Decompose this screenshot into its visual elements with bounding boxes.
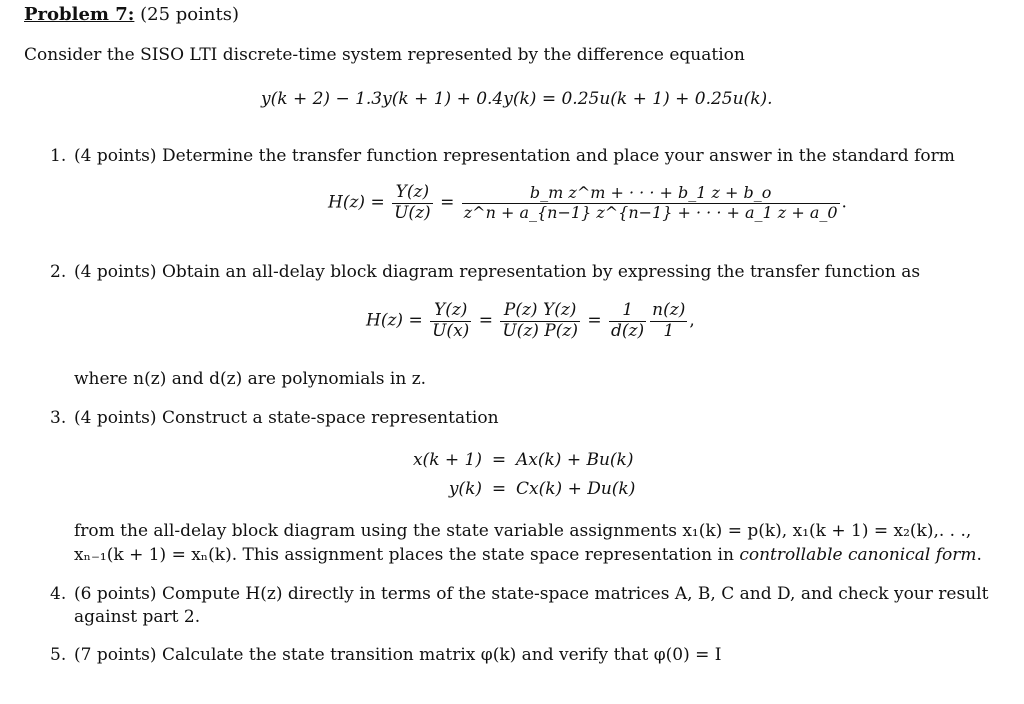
fraction-numerator: 1 (622, 300, 634, 320)
item-4-text-line2: against part 2. (74, 607, 201, 627)
equation-row (385, 479, 635, 499)
item-number: 4. (50, 584, 67, 604)
item-3-after-line2-b: . (976, 545, 982, 565)
fraction-numerator: Y(z) (395, 182, 430, 202)
item-3-after-line1: from the all-delay block diagram using the state variable assignments x₁(k) = p(k), x₁(k + 1) = x₂(k),. . ., (74, 521, 972, 541)
problem-header (24, 5, 239, 26)
problem-title: Problem 7: (24, 4, 135, 25)
fraction-denominator: 1 (650, 321, 687, 342)
eq-row-lhs: y(k) (448, 479, 482, 499)
intro-text: Consider the SISO LTI discrete-time system represented by the difference equation (24, 45, 745, 65)
eq-row-mid: = (491, 479, 507, 499)
fraction-denominator: U(z) (394, 202, 431, 223)
item-4-text-line1: (6 points) Compute H(z) directly in terms of the state-space matrices A, B, C and D, and check your result (74, 584, 989, 604)
item-number: 5. (50, 645, 67, 665)
eq-tail: , (689, 310, 695, 331)
item-5-text: (7 points) Calculate the state transition matrix φ(k) and verify that φ(0) = I (74, 645, 722, 665)
transfer-function-factored: H(z) = $\frac{Y(z)}{U(x)}$ = $\frac{P(z) Y(z)}{U(z) P(z)}$ = $\frac{1}{d(z)}$ $\frac{n(z)}{1}$ , (366, 300, 695, 341)
transfer-function-standard-form (328, 183, 847, 223)
item-number: 1. (50, 146, 67, 166)
fraction-numerator: b_m z^m + · · · + b_1 z + b_o (529, 183, 772, 203)
eq-row-rhs: Ax(k) + Bu(k) (516, 450, 634, 470)
item-3-after-line2 (74, 545, 982, 565)
eq-tail: . (841, 192, 847, 213)
difference-equation: y(k + 2) − 1.3y(k + 1) + 0.4y(k) = 0.25u(k + 1) + 0.25u(k). (261, 89, 773, 109)
eq-row-rhs: Cx(k) + Du(k) (516, 479, 636, 499)
item-number: 2. (50, 262, 67, 282)
item-3-text: (4 points) Construct a state-space representation (74, 408, 499, 428)
item-3-after-line2-a: xₙ₋₁(k + 1) = xₙ(k). This assignment places the state space representation in (74, 545, 740, 565)
fraction-denominator: U(z) P(z) (502, 320, 578, 341)
item-3-emphasis: controllable canonical form (739, 545, 977, 565)
eq-sign: = (440, 192, 455, 213)
eq-lhs: H(z) = (366, 310, 423, 331)
fraction-denominator: d(z) (611, 320, 645, 341)
eq-row-mid: = (491, 450, 507, 470)
item-2-text: (4 points) Obtain an all-delay block diagram representation by expressing the transfer function as (74, 262, 921, 282)
fraction-numerator: P(z) Y(z) (503, 300, 577, 320)
fraction-numerator: Y(z) (433, 300, 468, 320)
eq-lhs: H(z) = (328, 192, 385, 213)
equation-row (385, 450, 634, 470)
problem-points: (25 points) (140, 4, 239, 25)
fraction-denominator: z^n + a_{n−1} z^{n−1} + · · · + a_1 z + a_0 (463, 202, 838, 222)
item-2-after-text: where n(z) and d(z) are polynomials in z. (74, 369, 427, 389)
fraction-numerator: n(z) (652, 300, 686, 320)
fraction-denominator: U(x) (432, 320, 470, 341)
item-1-text: (4 points) Determine the transfer function representation and place your answer in the standard form (74, 146, 955, 166)
item-number: 3. (50, 408, 67, 428)
eq-row-lhs: x(k + 1) (412, 450, 482, 470)
